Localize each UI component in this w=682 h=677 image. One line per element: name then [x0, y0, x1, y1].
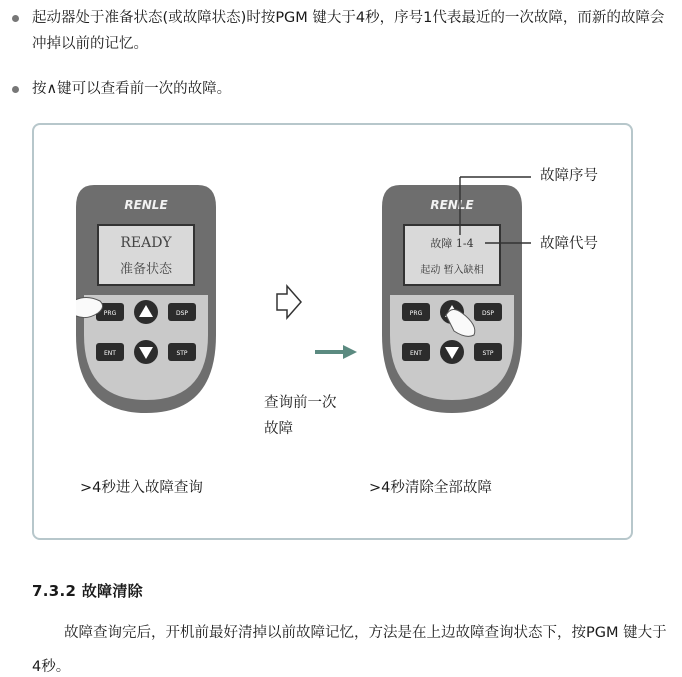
- screen-line-1: READY: [120, 235, 172, 251]
- dsp-key-label: DSP: [175, 310, 189, 317]
- prg-key-label: PRG: [409, 310, 423, 317]
- screen-line-2: 起动 暂入缺相: [420, 265, 484, 276]
- brand-logo: RENLE: [124, 198, 168, 212]
- callout-lines: [455, 165, 535, 255]
- dsp-key-label: DSP: [481, 310, 495, 317]
- starter-keypad-left: [76, 185, 216, 415]
- section-heading: [32, 580, 143, 601]
- bullet-item: [6, 5, 666, 57]
- ent-key-label: ENT: [410, 350, 422, 357]
- fault-code-label: 故障代号: [540, 236, 598, 252]
- screen-line-2: 准备状态: [119, 262, 173, 277]
- ent-key-label: ENT: [104, 350, 116, 357]
- caption-left: >4秒进入故障查询: [80, 480, 203, 496]
- bullet-text: 按∧键可以查看前一次的故障。: [32, 81, 232, 97]
- fault-seq-label: 故障序号: [540, 168, 598, 184]
- bullet-item: [6, 76, 666, 102]
- stp-key-label: STP: [176, 350, 188, 357]
- caption-right: >4秒清除全部故障: [369, 480, 492, 496]
- bullet-text: 起动器处于准备状态(或故障状态)时按PGM 键大于4秒，序号1代表最近的一次故障，而新的故障会冲掉以前的记忆。: [32, 10, 665, 52]
- section-paragraph: 故障查询完后，开机前最好清掉以前故障记忆，方法是在上边故障查询状态下，按PGM 键大于4秒。: [32, 625, 667, 675]
- section-number: 7.3.2: [32, 582, 77, 600]
- hollow-right-arrow-icon: [275, 284, 303, 320]
- bullet-dot-icon: [12, 86, 19, 93]
- section-title: 故障清除: [81, 582, 143, 600]
- stp-key-label: STP: [482, 350, 494, 357]
- brand-logo: RENLE: [430, 198, 474, 212]
- query-prev-caption: 查询前一次故障: [264, 395, 337, 437]
- prg-key-label: PRG: [103, 310, 117, 317]
- bullet-dot-icon: [12, 15, 19, 22]
- screen-line-1: 故障 1-4: [430, 237, 474, 250]
- green-right-arrow-icon: [315, 345, 357, 359]
